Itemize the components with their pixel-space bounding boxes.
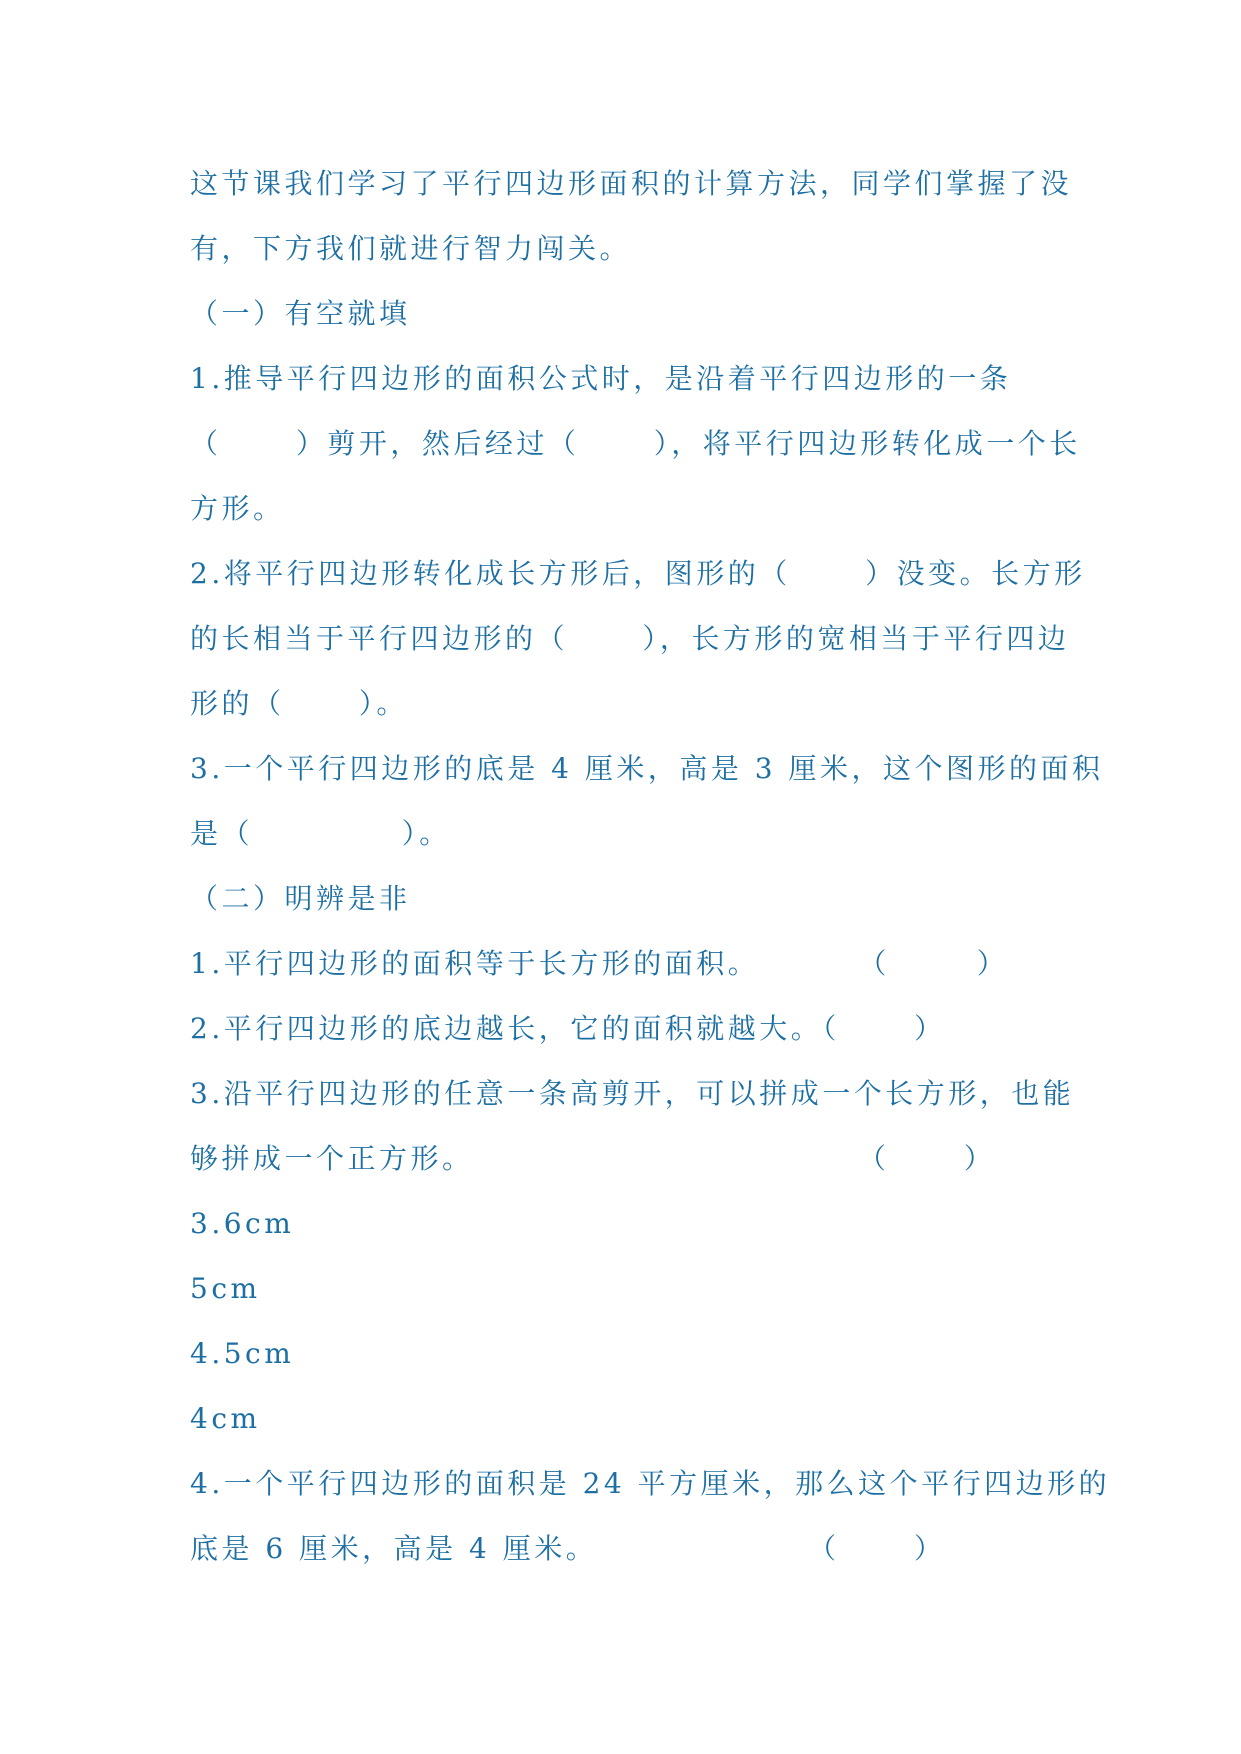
section-heading-true-false: （二）明辨是非 [190, 882, 411, 915]
judgement-3-line-2: 够拼成一个正方形。 （ ） [190, 1142, 996, 1175]
question-3-line-2: 是（ ）。 [190, 817, 451, 850]
judgement-4-line-1: 4.一个平行四边形的面积是 24 平方厘米，那么这个平行四边形的 [190, 1467, 1111, 1500]
question-2-line-1: 2.将平行四边形转化成长方形后，图形的（ ）没变。长方形 [190, 557, 1086, 590]
figure-label-4-5cm: 4.5cm [190, 1337, 295, 1370]
intro-line-2: 有，下方我们就进行智力闯关。 [190, 232, 632, 265]
question-2-line-3: 形的（ ）。 [190, 687, 408, 720]
question-3-line-1: 3.一个平行四边形的底是 4 厘米，高是 3 厘米，这个图形的面积 [190, 752, 1104, 785]
figure-label-5cm: 5cm [190, 1272, 261, 1305]
question-1-line-1: 1.推导平行四边形的面积公式时，是沿着平行四边形的一条 [190, 362, 1012, 395]
question-1-line-2: （ ）剪开，然后经过（ ），将平行四边形转化成一个长 [190, 427, 1081, 460]
figure-label-3-6cm: 3.6cm [190, 1207, 295, 1240]
judgement-4-line-2: 底是 6 厘米，高是 4 厘米。 （ ） [190, 1532, 946, 1565]
question-2-line-2: 的长相当于平行四边形的（ ），长方形的宽相当于平行四边 [190, 622, 1070, 655]
section-heading-fill-blanks: （一）有空就填 [190, 297, 411, 330]
judgement-3-line-1: 3.沿平行四边形的任意一条高剪开，可以拼成一个长方形，也能 [190, 1077, 1075, 1110]
intro-line-1: 这节课我们学习了平行四边形面积的计算方法，同学们掌握了没 [190, 167, 1073, 200]
figure-label-4cm: 4cm [190, 1402, 261, 1435]
judgement-1: 1.平行四边形的面积等于长方形的面积。 （ ） [190, 947, 1009, 980]
question-1-line-3: 方形。 [190, 492, 285, 525]
judgement-2: 2.平行四边形的底边越长，它的面积就越大。（ ） [190, 1012, 946, 1045]
